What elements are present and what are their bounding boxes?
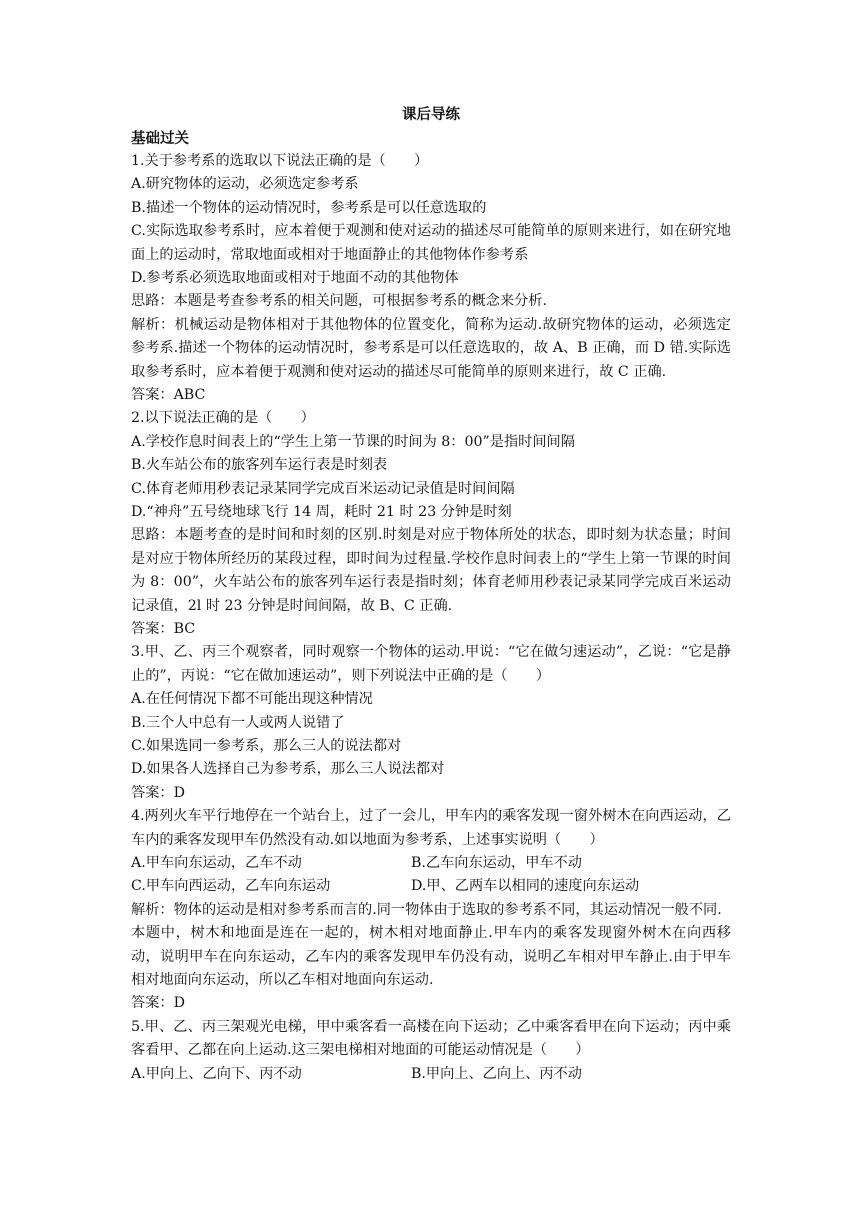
section-heading: 基础过关 (131, 130, 189, 147)
question-2 (131, 407, 731, 641)
options-row (131, 1063, 731, 1086)
solution-idea: 思路：本题是考查参考系的相关问题，可根据参考系的概念来分析. (131, 293, 547, 310)
option-a: A.学校作息时间表上的“学生上第一节课的时间为 8：00”是指时间间隔 (131, 433, 575, 450)
question-1 (131, 150, 731, 407)
question-stem: 5.甲、乙、丙三架观光电梯，甲中乘客看一高楼在向下运动；乙中乘客看甲在向下运动；丙中乘客看甲、乙都在向上运动.这三架电梯相对地面的可能运动情况是（ ） (131, 1018, 731, 1059)
answer-text: 答案：D (131, 784, 185, 801)
answer-text: 答案：ABC (131, 386, 206, 403)
analysis-detail: 本题中，树木和地面是连在一起的，树木相对地面静止.甲车内的乘客发现窗外树木在向西移动，说明甲车在向东运动，乙车内的乘客发现甲车仍没有动，说明乙车相对甲车静止.由于甲车相对地面向东运动，所以乙车相对地面向东运动. (131, 925, 731, 988)
options-row (131, 875, 731, 898)
option-a: A.甲向上、乙向下、丙不动 (131, 1065, 302, 1082)
option-c: C.体育老师用秒表记录某同学完成百米运动记录值是时间间隔 (131, 480, 515, 497)
question-4 (131, 805, 731, 1016)
option-c: C.如果选同一参考系，那么三人的说法都对 (131, 737, 402, 754)
option-d: D.甲、乙两车以相同的速度向东运动 (411, 878, 640, 895)
analysis-text: 解析：机械运动是物体相对于其他物体的位置变化，简称为运动.故研究物体的运动，必须选定参考系.描述一个物体的运动情况时，参考系是可以任意选取的，故 A、B 正确，而 D 错.实际选取参考系时，应本着便于观测和使对运动的描述尽可能简单的原则来进行，故 C 正确. (131, 316, 731, 380)
option-a: A.甲车向东运动，乙车不动 (131, 854, 302, 871)
analysis-text: 解析：物体的运动是相对参考系而言的.同一物体由于选取的参考系不同，其运动情况一般不同. (131, 901, 722, 918)
option-b: B.乙车向东运动，甲车不动 (411, 854, 582, 871)
answer-text: 答案：BC (131, 620, 196, 637)
option-d: D.参考系必须选取地面或相对于地面不动的其他物体 (131, 269, 459, 286)
option-c: C.甲车向西运动，乙车向东运动 (131, 878, 331, 895)
option-b: B.火车站公布的旅客列车运行表是时刻表 (131, 457, 388, 474)
option-d: D.“神舟”五号绕地球飞行 14 周，耗时 21 时 23 分钟是时刻 (131, 503, 512, 520)
option-a: A.在任何情况下都不可能出现这种情况 (131, 691, 373, 708)
option-b: B.描述一个物体的运动情况时，参考系是可以任意选取的 (131, 199, 487, 216)
option-b: B.甲向上、乙向上、丙不动 (411, 1065, 582, 1082)
option-b: B.三个人中总有一人或两人说错了 (131, 714, 345, 731)
question-stem: 2.以下说法正确的是（ ） (131, 410, 315, 427)
question-stem: 1.关于参考系的选取以下说法正确的是（ ） (131, 153, 429, 169)
options-row (131, 852, 731, 875)
answer-text: 答案：D (131, 995, 185, 1012)
page-title: 课后导练 (402, 106, 460, 123)
solution-idea: 思路：本题考查的是时间和时刻的区别.时刻是对应于物体所处的状态，即时刻为状态量；时间是对应于物体所经历的某段过程，即时间为过程量.学校作息时间表上的“学生上第一节课的时间为 8：00”，火车站公布的旅客列车运行表是指时刻；体育老师用秒表记录某同学完成百米运动记录值，2l 时 23 分钟是时间间隔，故 B、C 正确. (131, 527, 731, 614)
question-stem: 4.两列火车平行地停在一个站台上，过了一会儿，甲车内的乘客发现一窗外树木在向西运动，乙车内的乘客发现甲车仍然没有动.如以地面为参考系，上述事实说明（ ） (131, 808, 731, 848)
question-3 (131, 641, 731, 805)
option-a: A.研究物体的运动，必须选定参考系 (131, 176, 359, 193)
option-d: D.如果各人选择自己为参考系，那么三人说法都对 (131, 761, 445, 778)
document-page (131, 103, 731, 1086)
question-5 (131, 1016, 731, 1086)
question-stem: 3.甲、乙、丙三个观察者，同时观察一个物体的运动.甲说：“它在做匀速运动”，乙说：“它是静止的”，丙说：“它在做加速运动”，则下列说法中正确的是（ ） (131, 644, 731, 684)
option-c: C.实际选取参考系时，应本着便于观测和使对运动的描述尽可能简单的原则来进行，如在研究地面上的运动时，常取地面或相对于地面静止的其他物体作参考系 (131, 223, 731, 263)
